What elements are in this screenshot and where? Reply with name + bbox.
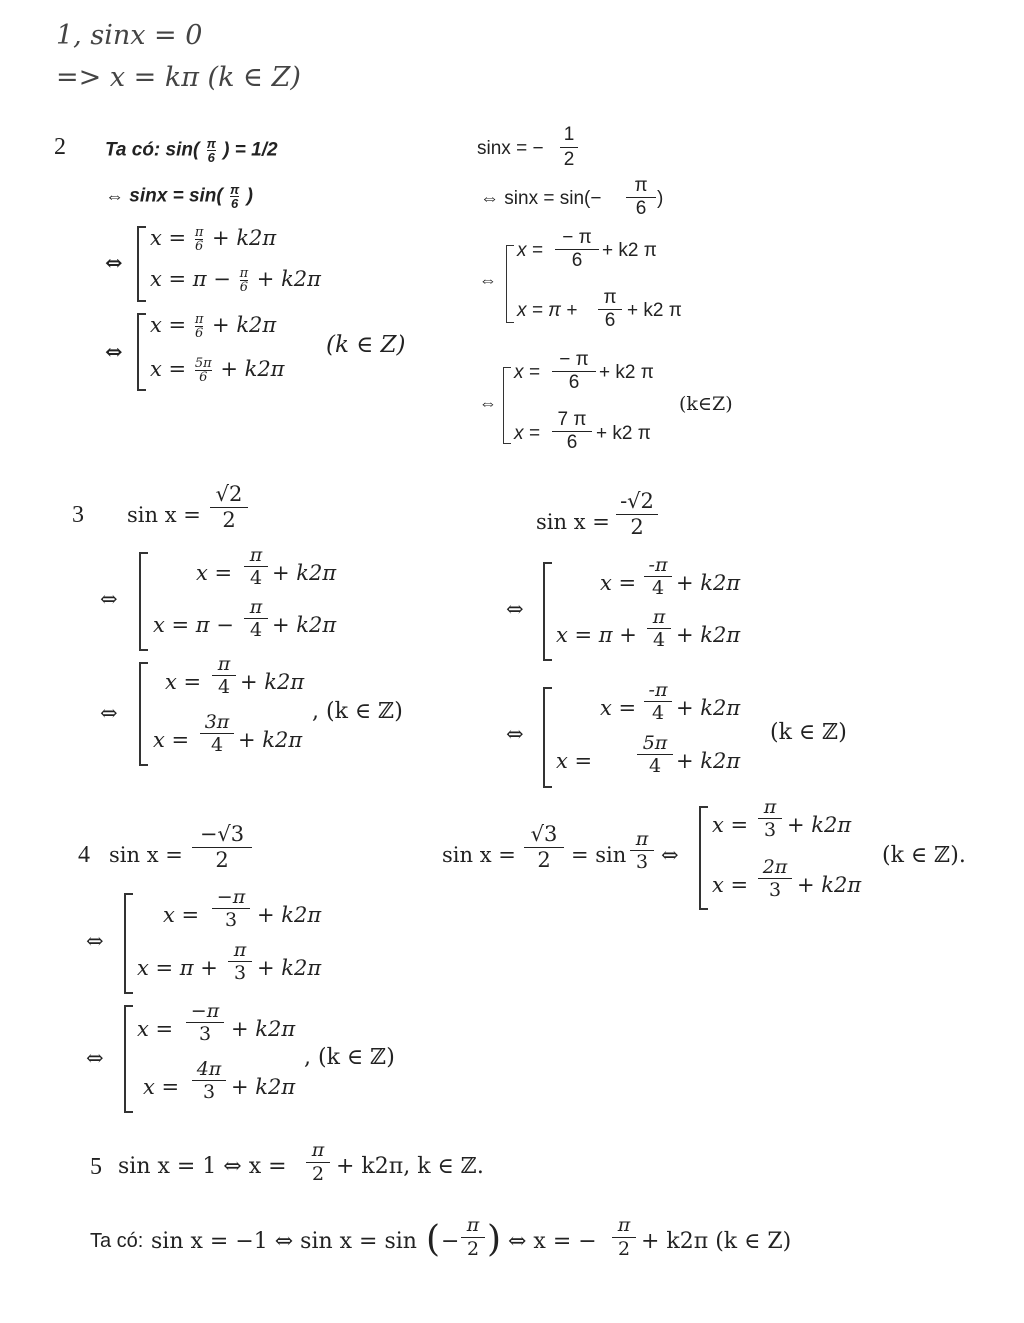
frac-den: 2 xyxy=(563,149,575,170)
frac-den: 3 xyxy=(202,1081,216,1103)
p4-k2pi-2: + k2π xyxy=(257,956,322,980)
p6-lparen: ( xyxy=(426,1219,441,1260)
p2r-tail1: + k2 π xyxy=(602,240,657,261)
p3r-k2pi-3: + k2π xyxy=(676,696,741,720)
frac-den: 6 xyxy=(568,372,580,393)
p3r-x4: x = xyxy=(556,749,593,773)
p2-c2b: + k2π xyxy=(256,267,321,291)
p4-x1: x = xyxy=(163,903,200,927)
p3-bracket-1 xyxy=(139,552,148,651)
p2r-tail3: + k2 π xyxy=(599,362,654,383)
p2r-frac-pi6 xyxy=(626,176,656,219)
frac-den: 2 xyxy=(466,1238,480,1260)
frac-num: 3π xyxy=(204,711,230,733)
frac-den: 4 xyxy=(249,567,263,589)
p3-x1: x = xyxy=(196,561,233,585)
p2-bracket-2 xyxy=(137,313,146,391)
p3-k2pi-2: + k2π xyxy=(272,613,337,637)
frac-num: π xyxy=(233,939,247,961)
p2-l1-num: π xyxy=(206,136,216,151)
p2-iff-2: ⇔ xyxy=(105,339,123,364)
p4r-frac-pi3 xyxy=(630,829,654,872)
frac-den: 4 xyxy=(651,702,665,724)
frac-num: π xyxy=(217,653,231,675)
p2r-bracket-2 xyxy=(503,367,511,444)
p4-frac-rt3 xyxy=(192,823,252,872)
p4r-k2pi-1: + k2π xyxy=(787,813,852,837)
frac-den: 2 xyxy=(630,515,644,539)
p2-l2a: ⇔ sinx = sin( xyxy=(105,185,223,207)
p2-l1-den: 6 xyxy=(207,150,215,165)
p2r-frac-half xyxy=(560,124,578,171)
p3r-kz: (k ∈ ℤ) xyxy=(770,720,847,745)
frac-num: √2 xyxy=(215,482,243,506)
p4-x4: x = xyxy=(143,1075,180,1099)
frac-num: -π xyxy=(648,679,668,701)
frac-den: 2 xyxy=(617,1238,631,1260)
p2-l1a: Ta có: sin( xyxy=(105,139,200,161)
p3r-iff-2: ⇔ xyxy=(506,722,524,746)
p6-frac-1 xyxy=(461,1215,485,1260)
p2-c1-den: 6 xyxy=(194,239,204,254)
p6-frac-2 xyxy=(612,1215,636,1260)
frac-num: 5π xyxy=(642,732,668,754)
p3-frac-4 xyxy=(200,712,234,755)
p3r-k2pi-2: + k2π xyxy=(676,623,741,647)
p3r-frac-4 xyxy=(637,733,673,776)
p5-frac xyxy=(306,1140,330,1185)
p2-l2b: ) xyxy=(246,185,253,207)
p3r-iff-1: ⇔ xyxy=(506,597,524,621)
frac-den: 6 xyxy=(571,250,583,271)
p2r-iff-1: ⇔ xyxy=(479,270,497,290)
frac-num: π xyxy=(635,828,649,850)
frac-num: π xyxy=(249,596,263,618)
p2-kz: (k ∈ Z) xyxy=(326,332,406,358)
p2r-tail4: + k2 π xyxy=(596,423,651,444)
frac-num: -√2 xyxy=(620,489,654,513)
p2-c1a: x = xyxy=(150,226,187,250)
p1-line1: 1, sinx = 0 xyxy=(56,20,203,51)
frac-den: 3 xyxy=(233,962,247,984)
p4r-frac-1 xyxy=(758,797,782,840)
p3r-frac-rt2 xyxy=(616,490,658,539)
p5-number: 5 xyxy=(90,1154,102,1180)
frac-den: 2 xyxy=(311,1163,325,1185)
frac-num: π xyxy=(466,1214,480,1236)
frac-den: 4 xyxy=(651,577,665,599)
frac-num: π xyxy=(249,544,263,566)
p2-line2 xyxy=(105,183,253,210)
p2r-frac-b1 xyxy=(552,350,596,393)
p2r-x1: x = xyxy=(517,240,543,261)
p4r-k2pi-2: + k2π xyxy=(797,873,862,897)
p2-l2-den: 6 xyxy=(231,196,239,211)
p3r-xpi: x = π + xyxy=(556,623,637,647)
frac-den: 3 xyxy=(224,909,238,931)
frac-num: π xyxy=(311,1139,325,1161)
p2-l2-num: π xyxy=(230,182,240,197)
frac-num: −π xyxy=(190,1000,220,1022)
frac-den: 6 xyxy=(604,310,616,331)
p6-a: sin x = −1 ⇔ sin x = sin xyxy=(151,1229,417,1254)
p3r-bracket-2 xyxy=(543,687,552,788)
p2r-iff-2: ⇔ xyxy=(479,393,497,413)
p3r-frac-1 xyxy=(644,555,672,598)
p2-c2-num: π xyxy=(239,266,249,281)
frac-den: 3 xyxy=(198,1023,212,1045)
frac-num: −√3 xyxy=(199,822,245,846)
p3r-x3: x = xyxy=(600,696,637,720)
frac-num: 2π xyxy=(762,856,788,878)
p3-frac-3 xyxy=(212,654,236,697)
p4-k2pi-1: + k2π xyxy=(257,903,322,927)
p3-iff-1: ⇔ xyxy=(100,587,118,611)
frac-den: 3 xyxy=(768,879,782,901)
p2-l1b: ) = 1/2 xyxy=(223,139,278,161)
p4r-eqsin: = sin xyxy=(571,843,627,867)
p4-sinx: sin x = xyxy=(109,843,183,867)
p6-rparen: ) xyxy=(487,1219,502,1260)
p2r-line2a: ⇔ sinx = sin(− xyxy=(480,188,602,209)
p5-a: sin x = 1 ⇔ x = xyxy=(118,1154,287,1179)
p2r-line1: sinx = − xyxy=(477,138,544,159)
p2r-frac-a2 xyxy=(598,288,622,331)
p4r-kz: (k ∈ ℤ). xyxy=(882,843,966,868)
frac-den: 3 xyxy=(635,851,649,873)
p3r-bracket-1 xyxy=(543,562,552,661)
p4-number: 4 xyxy=(78,842,90,868)
p2-iff-1: ⇔ xyxy=(105,250,123,275)
p4-xpi: x = π + xyxy=(137,956,218,980)
frac-num: π xyxy=(634,175,648,196)
p3r-frac-3 xyxy=(644,680,672,723)
p2-bracket-1 xyxy=(137,226,146,302)
frac-den: 4 xyxy=(648,755,662,777)
p4-k2pi-4: + k2π xyxy=(231,1075,296,1099)
p3-k2pi-3: + k2π xyxy=(240,670,305,694)
p3-number: 3 xyxy=(72,502,84,528)
p6-c: + k2π (k ∈ Z) xyxy=(641,1229,792,1254)
frac-num: − π xyxy=(562,227,592,248)
p3r-x1: x = xyxy=(600,571,637,595)
p4-frac-4 xyxy=(192,1059,226,1102)
p3-k2pi-1: + k2π xyxy=(272,561,337,585)
p2-c4-den: 6 xyxy=(195,370,212,384)
frac-num: 4π xyxy=(196,1058,222,1080)
p2-c3-num: π xyxy=(194,312,204,327)
frac-den: 4 xyxy=(210,734,224,756)
p2r-kz: (k∈Z) xyxy=(679,393,733,415)
p3-x4: x = xyxy=(153,728,190,752)
p2-number: 2 xyxy=(54,134,66,160)
p2-c2-den: 6 xyxy=(239,280,248,295)
frac-den: 2 xyxy=(222,508,236,532)
p6-b: ⇔ x = − xyxy=(508,1229,597,1254)
p2-line1 xyxy=(105,137,278,164)
p6-taco: Ta có: xyxy=(90,1230,144,1252)
frac-den: 6 xyxy=(566,432,578,453)
p4-bracket-1 xyxy=(124,893,133,994)
p2r-tail2: + k2 π xyxy=(627,300,682,321)
p3-frac-1 xyxy=(244,545,268,588)
p2r-frac-a1 xyxy=(555,228,599,271)
p2-case3 xyxy=(150,313,276,340)
p2r-bracket-1 xyxy=(506,245,514,323)
p2r-x3: x = xyxy=(514,362,540,383)
p3-bracket-2 xyxy=(139,662,148,766)
p4r-iff: ⇔ xyxy=(661,843,679,867)
frac-num: −π xyxy=(216,886,246,908)
p2-c1b: + k2π xyxy=(212,226,277,250)
p4-iff-2: ⇔ xyxy=(86,1046,104,1070)
p2-case2 xyxy=(150,267,321,294)
p4-frac-1 xyxy=(212,887,250,930)
p2-c4a: x = xyxy=(150,357,187,381)
p4-bracket-2 xyxy=(124,1005,133,1113)
frac-den: 4 xyxy=(249,619,263,641)
p2-c4b: + k2π xyxy=(220,357,285,381)
p3-frac-2 xyxy=(244,597,268,640)
p4r-frac-rt3 xyxy=(524,823,564,872)
p3r-k2pi-1: + k2π xyxy=(676,571,741,595)
p4r-bracket xyxy=(699,806,708,910)
p3-kz: , (k ∈ ℤ) xyxy=(312,699,403,724)
p3-x3: x = xyxy=(165,670,202,694)
p4-frac-2 xyxy=(228,940,252,983)
p3-iff-2: ⇔ xyxy=(100,701,118,725)
p2-c4-num: 5π xyxy=(194,356,212,371)
p3r-frac-2 xyxy=(647,607,671,650)
frac-den: 2 xyxy=(215,848,229,872)
frac-num: -π xyxy=(648,554,668,576)
p2-c3a: x = xyxy=(150,313,187,337)
p2-case1 xyxy=(150,226,276,253)
p4r-x1: x = xyxy=(712,813,749,837)
p2r-x2: x = π + xyxy=(517,300,578,321)
frac-den: 4 xyxy=(217,676,231,698)
frac-den: 2 xyxy=(537,848,551,872)
p2-c3-den: 6 xyxy=(194,326,204,341)
p6-neg: − xyxy=(441,1229,460,1254)
frac-num: 7 π xyxy=(557,409,587,430)
p4r-sinx: sin x = xyxy=(442,843,516,867)
p4-iff-1: ⇔ xyxy=(86,929,104,953)
frac-den: 3 xyxy=(763,819,777,841)
p2-case4 xyxy=(150,357,285,384)
p5-b: + k2π, k ∈ ℤ. xyxy=(336,1154,484,1179)
p1-line2: => x = kπ (k ∈ Z) xyxy=(56,62,301,93)
p4-k2pi-3: + k2π xyxy=(231,1017,296,1041)
p2r-frac-b2 xyxy=(552,410,592,453)
p4-frac-3 xyxy=(186,1001,224,1044)
frac-num: π xyxy=(617,1214,631,1236)
p4-x3: x = xyxy=(137,1017,174,1041)
p2-c2a: x = π − xyxy=(150,267,231,291)
p3-xpi: x = π − xyxy=(153,613,234,637)
frac-num: − π xyxy=(559,349,589,370)
p4r-x2: x = xyxy=(712,873,749,897)
p4-kz: , (k ∈ ℤ) xyxy=(304,1045,395,1070)
frac-den: 4 xyxy=(652,629,666,651)
frac-num: π xyxy=(763,796,777,818)
p3r-k2pi-4: + k2π xyxy=(676,749,741,773)
p2r-x4: x = xyxy=(514,423,540,444)
p3-k2pi-4: + k2π xyxy=(238,728,303,752)
frac-num: 1 xyxy=(563,124,575,145)
frac-num: π xyxy=(603,287,617,308)
frac-num: √3 xyxy=(530,822,558,846)
p4r-frac-2 xyxy=(758,857,792,900)
p2-c1-num: π xyxy=(194,225,204,240)
p3r-sinx: sin x = xyxy=(536,510,610,534)
frac-num: π xyxy=(652,606,666,628)
p2r-line2b: ) xyxy=(657,188,664,209)
p3-sinx: sin x = xyxy=(127,503,201,527)
frac-den: 6 xyxy=(635,198,647,219)
p3-frac-rt2 xyxy=(210,483,248,532)
p2-c3b: + k2π xyxy=(212,313,277,337)
